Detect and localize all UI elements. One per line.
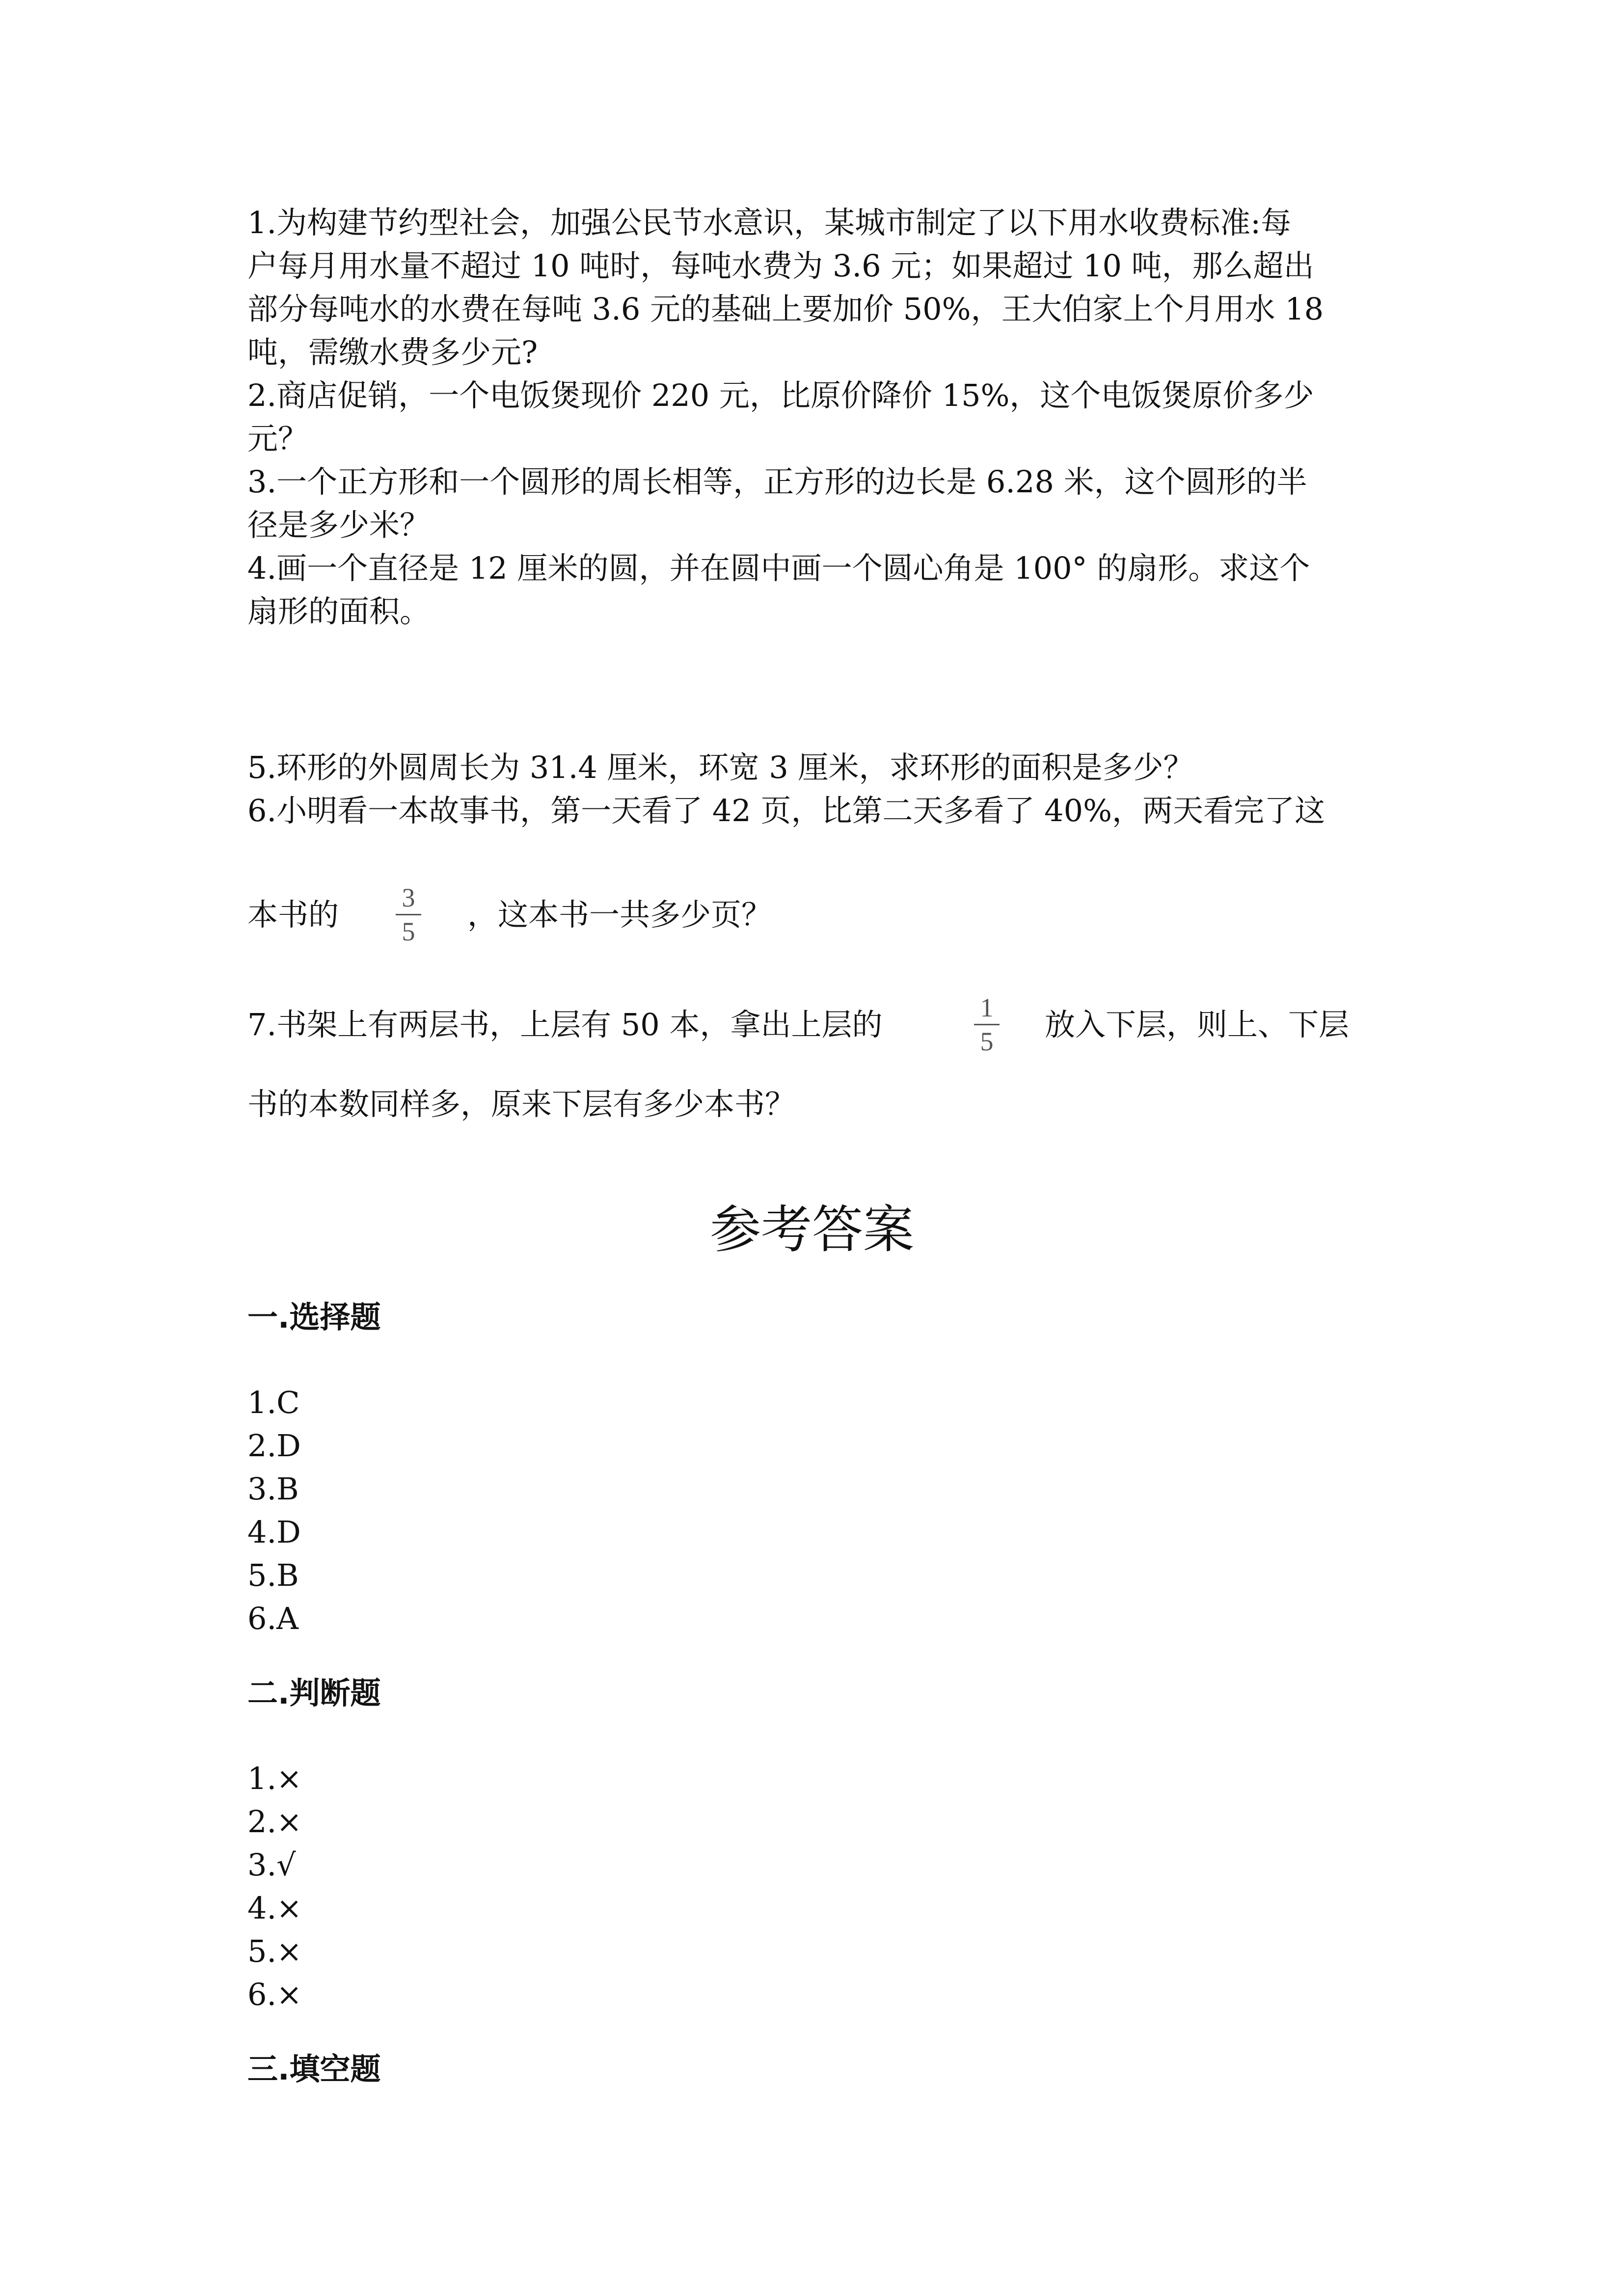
question-1-line-3: 部分每吨水的水费在每吨 3.6 元的基础上要加价 50%，王大伯家上个月用水 18 — [247, 291, 1324, 327]
answer-judgment-5: 5.× — [247, 1933, 302, 1969]
answer-choice-5: 5.B — [247, 1557, 299, 1593]
answer-judgment-3: 3.√ — [247, 1847, 296, 1883]
answer-choice-2: 2.D — [247, 1428, 301, 1464]
question-7-post-text: 放入下层，则上、下层 — [1045, 1007, 1350, 1042]
fraction-denominator: 5 — [980, 1027, 994, 1056]
answer-judgment-1: 1.× — [247, 1761, 302, 1796]
section-heading-fill-blank: 三.填空题 — [247, 2051, 381, 2087]
question-6-pre-text: 本书的 — [247, 897, 339, 933]
fraction-denominator: 5 — [402, 917, 415, 946]
question-1-line-4: 吨，需缴水费多少元? — [247, 334, 538, 370]
answer-judgment-6: 6.× — [247, 1976, 302, 2012]
answer-judgment-4: 4.× — [247, 1890, 302, 1926]
fraction-one-fifth — [967, 991, 1006, 1058]
question-1-line-1: 1.为构建节约型社会，加强公民节水意识，某城市制定了以下用水收费标准:每 — [247, 205, 1292, 240]
question-7-pre-text: 7.书架上有两层书，上层有 50 本，拿出上层的 — [247, 1007, 883, 1042]
answer-choice-4: 4.D — [247, 1514, 301, 1550]
question-1-line-2: 户每月用水量不超过 10 吨时，每吨水费为 3.6 元；如果超过 10 吨，那么超出 — [247, 248, 1314, 284]
question-2-line-1: 2.商店促销，一个电饭煲现价 220 元，比原价降价 15%，这个电饭煲原价多少 — [247, 377, 1314, 413]
answer-judgment-2: 2.× — [247, 1804, 302, 1840]
question-7-line-2: 书的本数同样多，原来下层有多少本书？ — [247, 1086, 796, 1122]
question-4-line-1: 4.画一个直径是 12 厘米的圆，并在圆中画一个圆心角是 100° 的扇形。求这个 — [247, 550, 1310, 586]
fraction-numerator: 3 — [402, 883, 415, 912]
answer-choice-6: 6.A — [247, 1601, 298, 1636]
question-3-line-1: 3.一个正方形和一个圆形的周长相等，正方形的边长是 6.28 米，这个圆形的半 — [247, 464, 1307, 500]
question-5: 5.环形的外圆周长为 31.4 厘米，环宽 3 厘米，求环形的面积是多少？ — [247, 749, 1194, 785]
question-6-post-text: ，这本书一共多少页？ — [467, 897, 772, 933]
fraction-numerator: 1 — [980, 993, 994, 1022]
answer-choice-3: 3.B — [247, 1471, 299, 1507]
section-heading-judgment: 二.判断题 — [247, 1675, 381, 1711]
answer-choice-1: 1.C — [247, 1385, 300, 1420]
answers-title: 参考答案 — [709, 1200, 914, 1259]
fraction-three-fifths — [389, 881, 428, 948]
question-4-line-2: 扇形的面积。 — [247, 593, 431, 629]
section-heading-choice: 一.选择题 — [247, 1299, 381, 1335]
question-2-line-2: 元？ — [247, 421, 309, 456]
question-3-line-2: 径是多少米？ — [247, 507, 431, 543]
question-6-line-1: 6.小明看一本故事书，第一天看了 42 页，比第二天多看了 40%，两天看完了这 — [247, 793, 1325, 828]
